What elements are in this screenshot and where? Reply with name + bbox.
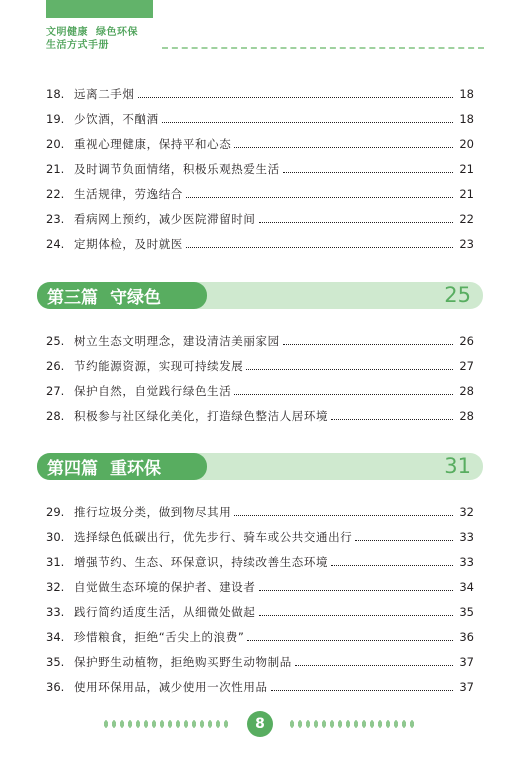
toc-entry[interactable] [46,183,474,201]
toc-entry[interactable] [46,676,474,694]
section-tab [37,453,207,480]
toc-page: 37 [459,680,474,694]
toc-title: 远离二手烟 [74,87,135,101]
header-line1-b: 绿色环保 [96,27,138,38]
toc-entry[interactable] [46,551,474,569]
toc-leader [271,690,453,691]
toc-number: 25. [46,334,65,348]
toc-number: 31. [46,555,65,569]
toc-title: 节约能源资源，实现可持续发展 [74,359,244,373]
toc-page: 18 [459,112,474,126]
toc-page: 26 [459,334,474,348]
toc-entry[interactable] [46,380,474,398]
toc-entry[interactable] [46,355,474,373]
toc-page: 35 [459,605,474,619]
toc-page: 27 [459,359,474,373]
toc-number: 36. [46,680,65,694]
toc-number: 19. [46,112,65,126]
toc-entry[interactable] [46,108,474,126]
toc-entry[interactable] [46,526,474,544]
header-line1-a: 文明健康 [46,27,88,38]
toc-leader [259,615,454,616]
toc-number: 20. [46,137,65,151]
toc-leader [283,172,453,173]
toc-leader [162,122,453,123]
toc-number: 35. [46,655,65,669]
toc-number: 26. [46,359,65,373]
toc-title: 树立生态文明理念，建设清洁美丽家园 [74,334,280,348]
toc-leader [186,247,453,248]
toc-entry[interactable] [46,133,474,151]
toc-leader [259,590,454,591]
toc-title: 看病网上预约，减少医院滞留时间 [74,212,256,226]
toc-page: 33 [459,555,474,569]
toc-entry[interactable] [46,501,474,519]
toc-number: 22. [46,187,65,201]
toc-leader [186,197,453,198]
section-page-number: 31 [444,454,471,478]
toc-page: 28 [459,409,474,423]
toc-entry[interactable] [46,158,474,176]
toc-leader [234,147,453,148]
toc-entry[interactable] [46,626,474,644]
header-line2: 生活方式手册 [46,40,109,51]
section-name: 重环保 [110,459,161,479]
toc-leader [331,565,453,566]
toc-title: 保护自然，自觉践行绿色生活 [74,384,232,398]
toc-leader [355,540,453,541]
section-label: 第三篇 [47,288,98,308]
top-color-band [46,0,153,18]
toc-page: 18 [459,87,474,101]
toc-page: 21 [459,162,474,176]
toc-leader [331,419,453,420]
toc-leader [246,369,453,370]
toc-page: 37 [459,655,474,669]
toc-leader [234,515,453,516]
toc-number: 23. [46,212,65,226]
toc-leader [234,394,453,395]
toc-title: 积极参与社区绿化美化，打造绿色整洁人居环境 [74,409,329,423]
toc-page: 32 [459,505,474,519]
toc-page: 33 [459,530,474,544]
toc-title: 践行简约适度生活，从细微处做起 [74,605,256,619]
toc-entry[interactable] [46,651,474,669]
toc-page: 28 [459,384,474,398]
toc-page: 22 [459,212,474,226]
toc-number: 24. [46,237,65,251]
toc-page: 23 [459,237,474,251]
running-header [46,26,138,52]
toc-number: 27. [46,384,65,398]
toc-entry[interactable] [46,601,474,619]
toc-number: 32. [46,580,65,594]
section-name: 守绿色 [110,288,161,308]
toc-title: 重视心理健康，保持平和心态 [74,137,232,151]
toc-entry[interactable] [46,576,474,594]
toc-entry[interactable] [46,330,474,348]
toc-title: 珍惜粮食，拒绝“舌尖上的浪费” [74,630,245,644]
toc-leader [138,97,454,98]
toc-page: 34 [459,580,474,594]
toc-number: 28. [46,409,65,423]
toc-page: 36 [459,630,474,644]
toc-number: 18. [46,87,65,101]
toc-number: 30. [46,530,65,544]
toc-title: 少饮酒，不酗酒 [74,112,159,126]
toc-entry[interactable] [46,83,474,101]
toc-title: 选择绿色低碳出行，优先步行、骑车或公共交通出行 [74,530,353,544]
toc-number: 29. [46,505,65,519]
toc-leader [247,640,453,641]
toc-title: 使用环保用品，减少使用一次性用品 [74,680,268,694]
toc-leader [283,344,453,345]
toc-title: 增强节约、生态、环保意识，持续改善生态环境 [74,555,329,569]
header-dashed-rule [162,47,484,49]
footer-leaf-ornament-left [103,718,229,730]
toc-title: 生活规律，劳逸结合 [74,187,183,201]
toc-title: 及时调节负面情绪，积极乐观热爱生活 [74,162,280,176]
toc-title: 保护野生动植物，拒绝购买野生动物制品 [74,655,292,669]
toc-number: 21. [46,162,65,176]
toc-entry[interactable] [46,208,474,226]
toc-leader [295,665,453,666]
toc-entry[interactable] [46,233,474,251]
toc-title: 推行垃圾分类，做到物尽其用 [74,505,232,519]
footer-page-number: 8 [247,711,273,737]
toc-number: 34. [46,630,65,644]
section-header-3[interactable] [37,282,483,309]
toc-page: 20 [459,137,474,151]
toc-entry[interactable] [46,405,474,423]
toc-number: 33. [46,605,65,619]
section-tab [37,282,207,309]
section-label: 第四篇 [47,459,98,479]
toc-page: 21 [459,187,474,201]
toc-title: 定期体检，及时就医 [74,237,183,251]
section-page-number: 25 [444,283,471,307]
section-header-4[interactable] [37,453,483,480]
toc-leader [259,222,454,223]
footer-leaf-ornament-right [289,718,415,730]
toc-title: 自觉做生态环境的保护者、建设者 [74,580,256,594]
